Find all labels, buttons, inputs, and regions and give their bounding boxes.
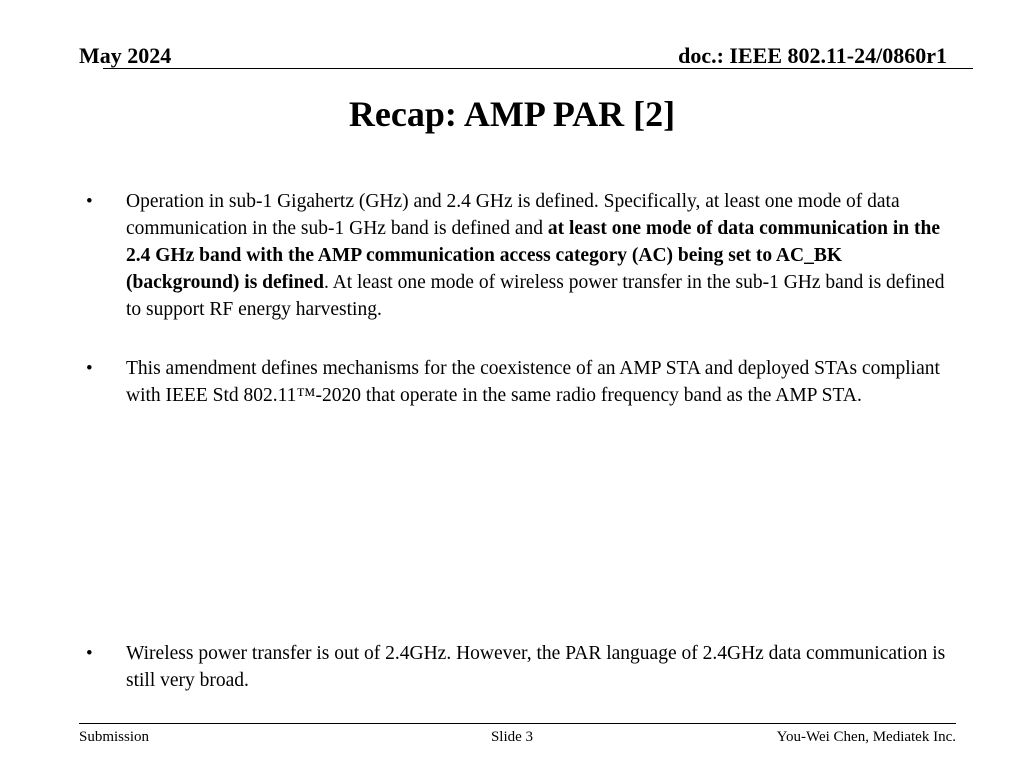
header-doc-id: doc.: IEEE 802.11-24/0860r1 [678, 43, 947, 68]
footer-divider [79, 723, 956, 724]
bullet-text-part2: . At least one mode of wireless power transfer in the sub-1 GHz band is defined to support RF energy harvesting. [126, 272, 945, 320]
bullet-text: Wireless power transfer is out of 2.4GHz. However, the PAR language of 2.4GHz data communication is still very broad. [126, 643, 946, 691]
slide-title: Recap: AMP PAR [2] [348, 94, 676, 134]
header-date: May 2024 [79, 43, 172, 68]
header-divider [103, 68, 973, 69]
bullet-marker: • [86, 191, 93, 212]
bullet-marker: • [86, 643, 93, 664]
bullet-text-part1: Operation in sub-1 Gigahertz (GHz) and 2.4 GHz is defined. Specifically, at least one mode of data communication in the sub-1 GHz band is defined and [126, 191, 900, 239]
bullet-text: This amendment defines mechanisms for the coexistence of an AMP STA and deployed STAs compliant with IEEE Std 802.11™-2020 that operate in the same radio frequency band as the AMP STA. [126, 358, 940, 406]
bullet-text-emphasis: at least one mode of data communication in the 2.4 GHz band with the AMP communication access category (AC) being set to AC_BK (background) is defined [126, 218, 941, 293]
footer-submission: Submission [79, 729, 150, 745]
footer-slide-number: Slide 3 [490, 729, 534, 745]
bullet-text [126, 188, 946, 323]
footer-author: You-Wei Chen, Mediatek Inc. [776, 729, 956, 745]
bullet-marker: • [86, 358, 93, 379]
